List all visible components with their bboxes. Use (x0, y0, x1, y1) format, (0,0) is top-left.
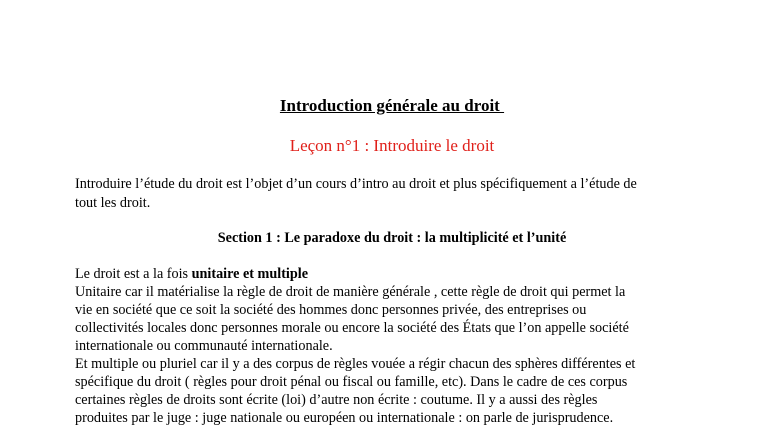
bold-phrase: unitaire et multiple (191, 266, 309, 282)
intro-line: tout les droit. (75, 195, 151, 211)
body-paragraph (75, 265, 715, 427)
body-line: Unitaire car il matérialise la règle de droit de manière générale , cette règle de droit qui permet la (75, 284, 626, 300)
body-line: certaines règles de droits sont écrite (loi) d’autre non écrite : coutume. Il y a aussi des règles (75, 392, 598, 408)
body-line: vie en société que ce soit la société des hommes donc personnes privée, des entreprises ou (75, 302, 587, 318)
body-line: produites par le juge : juge nationale ou européen ou internationale : on parle de jurisprudence. (75, 410, 614, 426)
document-title: Introduction générale au droit (279, 96, 505, 115)
intro-paragraph (75, 175, 705, 213)
section-heading: Section 1 : Le paradoxe du droit : la multiplicité et l’unité (217, 230, 567, 246)
body-first-line (75, 265, 715, 283)
body-line: spécifique du droit ( règles pour droit pénal ou fiscal ou famille, etc). Dans le cadre de ces corpus (75, 374, 628, 390)
body-first-line-text: Le droit est a la fois (75, 266, 192, 282)
intro-line: Introduire l’étude du droit est l’objet d’un cours d’intro au droit et plus spécifiquement a l’étude de (75, 176, 637, 192)
lesson-heading: Leçon n°1 : Introduire le droit (289, 136, 495, 155)
body-line: internationale ou communauté internationale. (75, 338, 333, 354)
body-line: collectivités locales donc personnes morale ou encore la société des États que l’on appelle société (75, 320, 629, 336)
body-line: Et multiple ou pluriel car il y a des corpus de règles vouée a régir chacun des sphères différentes et (75, 356, 636, 372)
